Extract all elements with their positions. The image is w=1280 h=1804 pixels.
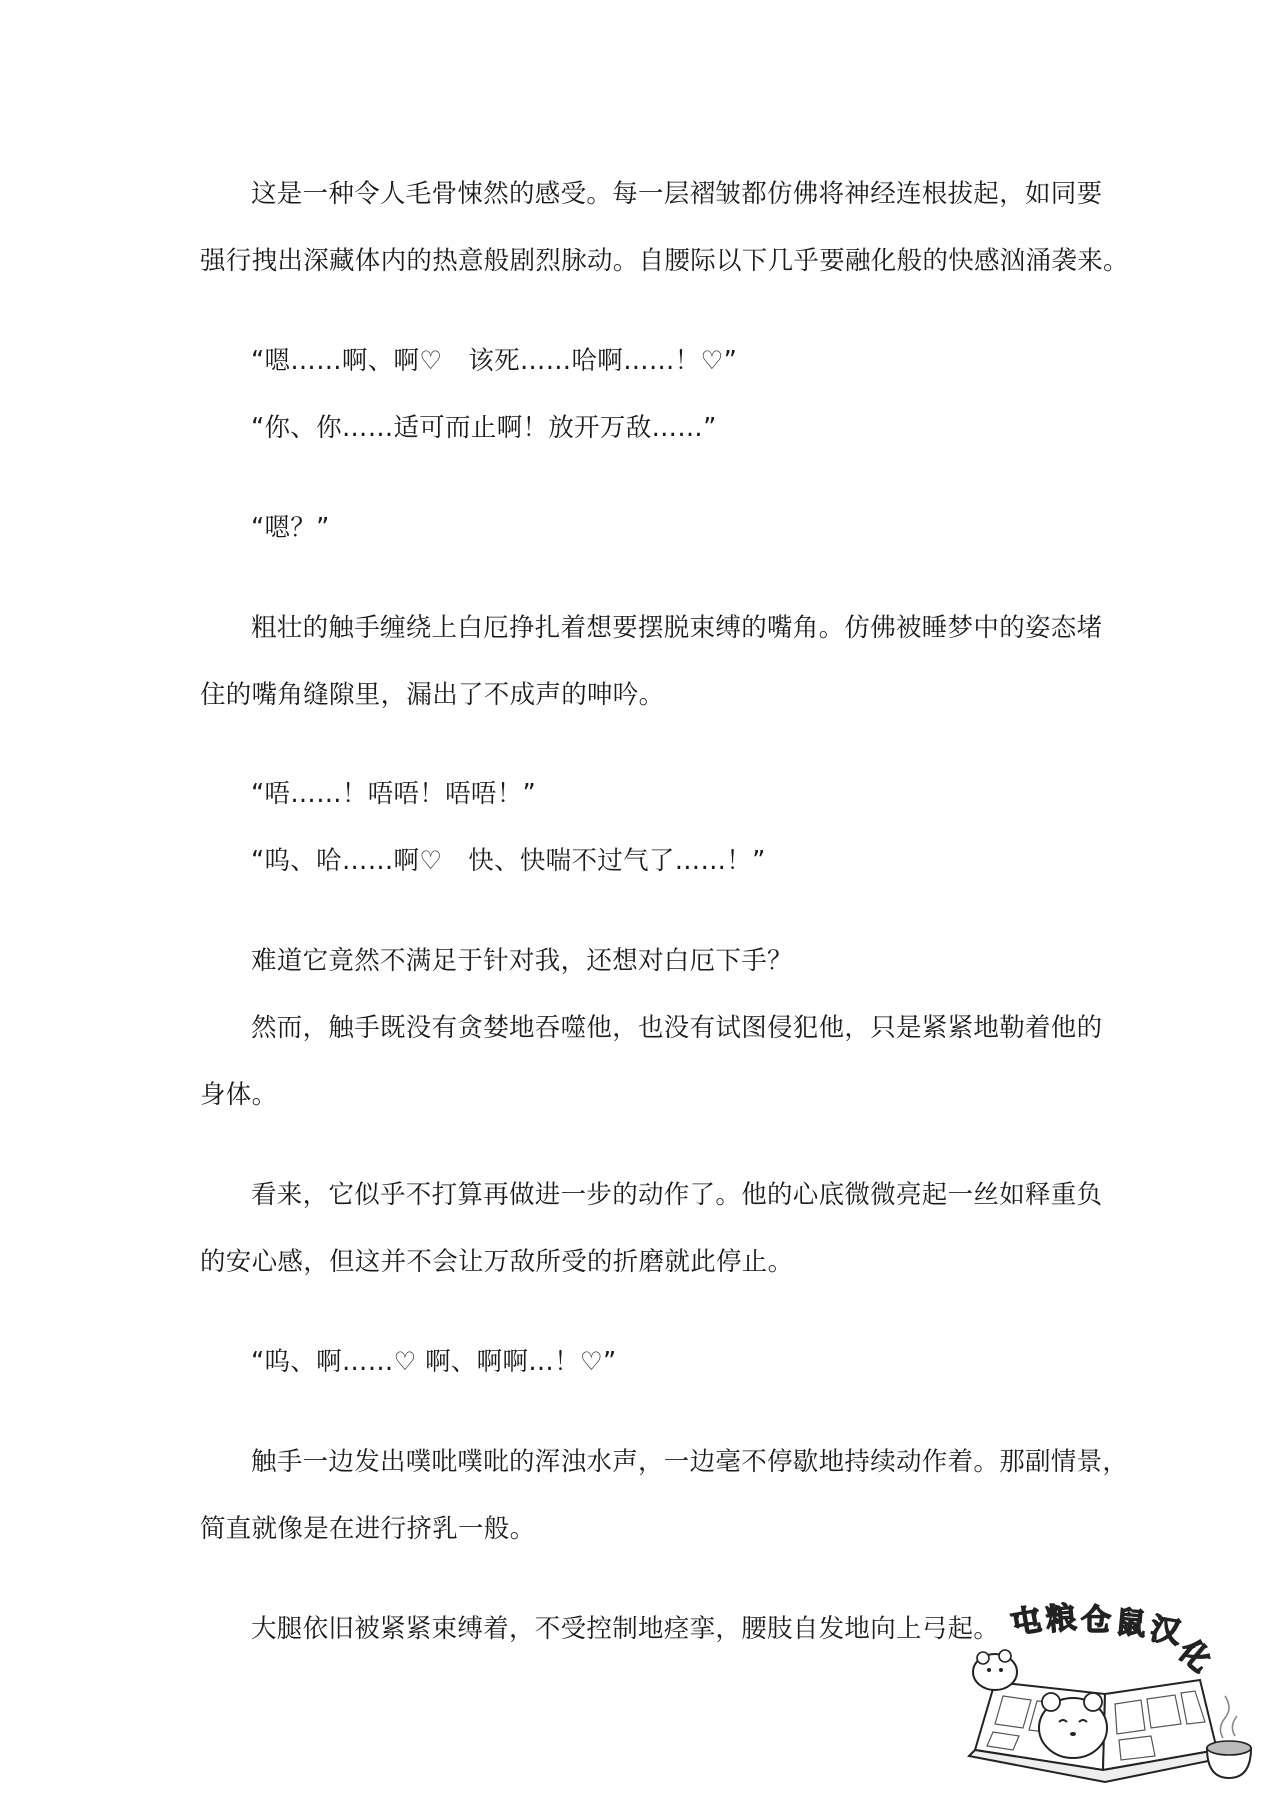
svg-text:化: 化 — [1171, 1633, 1218, 1680]
dialogue-line: “嗯……啊、啊♡ 该死……哈啊……！♡” — [251, 346, 738, 376]
paragraph-line: 然而，触手既没有贪婪地吞噬他，也没有试图侵犯他，只是紧紧地勒着他的 — [251, 1013, 1103, 1043]
dialogue-line: “呜、啊……♡ 啊、啊啊…！♡” — [251, 1347, 617, 1377]
paragraph-line: 触手一边发出噗吡噗吡的浑浊水声，一边毫不停歇地持续动作着。那副情景， — [251, 1447, 1129, 1477]
svg-text:粮: 粮 — [1044, 1600, 1078, 1638]
paragraph-line: 大腿依旧被紧紧束缚着，不受控制地痉挛，腰肢自发地向上弓起。 — [251, 1614, 1000, 1644]
dialogue-line: “呜、哈……啊♡ 快、快喘不过气了……！” — [251, 846, 766, 876]
hamster-book-icon — [955, 1600, 1255, 1790]
paragraph-line: 难道它竟然不满足于针对我，还想对白厄下手？ — [251, 946, 793, 976]
svg-text:仓: 仓 — [1081, 1603, 1111, 1638]
scanlation-watermark-logo — [955, 1600, 1255, 1790]
svg-text:鼠: 鼠 — [1114, 1605, 1148, 1643]
paragraph-line: 住的嘴角缝隙里，漏出了不成声的呻吟。 — [200, 680, 665, 710]
paragraph-line: 的安心感，但这并不会让万敌所受的折磨就此停止。 — [200, 1247, 794, 1277]
dialogue-line: “唔……！唔唔！唔唔！” — [251, 779, 537, 809]
paragraph-line: 强行拽出深藏体内的热意般剧烈脉动。自腰际以下几乎要融化般的快感汹涌袭来。 — [200, 246, 1129, 276]
paragraph-line: 粗壮的触手缠绕上白厄挣扎着想要摆脱束缚的嘴角。仿佛被睡梦中的姿态堵 — [251, 613, 1103, 643]
paragraph-line: 这是一种令人毛骨悚然的感受。每一层褶皱都仿佛将神经连根拔起，如同要 — [251, 179, 1103, 209]
dialogue-line: “你、你……适可而止啊！放开万敌……” — [251, 413, 717, 443]
svg-text:屯: 屯 — [1008, 1602, 1044, 1642]
svg-text:汉: 汉 — [1147, 1611, 1184, 1652]
paragraph-line: 看来，它似乎不打算再做进一步的动作了。他的心底微微亮起一丝如释重负 — [251, 1180, 1103, 1210]
paragraph-line: 简直就像是在进行挤乳一般。 — [200, 1514, 536, 1544]
paragraph-line: 身体。 — [200, 1080, 278, 1110]
dialogue-line: “嗯？” — [251, 513, 330, 543]
